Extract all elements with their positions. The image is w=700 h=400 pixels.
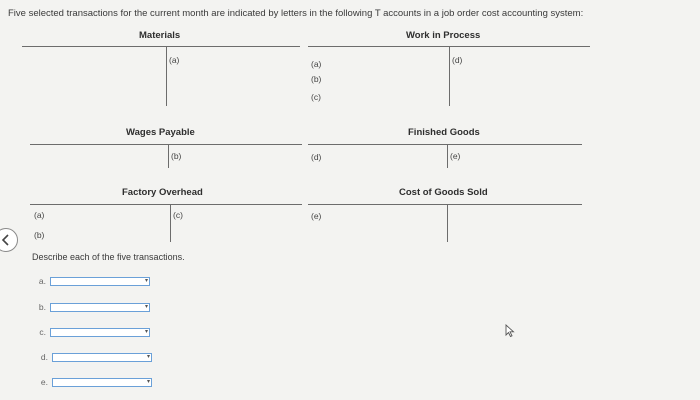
debit-entry: (d) [311, 152, 322, 162]
answer-row-d [36, 352, 152, 362]
t-account-top-line [308, 204, 582, 205]
credit-entry: (d) [452, 55, 463, 65]
t-account-divider [168, 144, 169, 168]
mouse-pointer-icon [504, 324, 516, 338]
answer-letter: c. [39, 327, 46, 337]
chevron-left-icon [0, 234, 12, 246]
t-account-divider [447, 144, 448, 168]
instructions-text: Five selected transactions for the current month are indicated by letters in the following T accounts in a job order cost accounting system: [8, 8, 584, 19]
answer-letter: b. [38, 302, 46, 312]
t-account-top-line [22, 46, 300, 47]
answer-letter: d. [40, 352, 48, 362]
chevron-down-icon: ▾ [144, 278, 148, 284]
account-title-cost-of-goods-sold: Cost of Goods Sold [399, 187, 488, 198]
t-account-top-line [308, 144, 582, 145]
t-account-top-line [30, 204, 302, 205]
t-account-divider [449, 46, 450, 106]
chevron-down-icon: ▾ [146, 379, 150, 385]
t-account-divider [170, 204, 171, 242]
answer-row-a [34, 276, 150, 286]
chevron-down-icon: ▾ [146, 354, 150, 360]
chevron-down-icon: ▾ [144, 329, 148, 335]
debit-entry: (e) [311, 211, 322, 221]
t-account-divider [447, 204, 448, 242]
debit-entry: (c) [311, 92, 321, 102]
answer-dropdown-c[interactable] [50, 328, 150, 337]
back-button[interactable] [0, 228, 18, 252]
credit-entry: (b) [171, 151, 182, 161]
answer-dropdown-b[interactable] [50, 303, 150, 312]
account-title-materials: Materials [139, 30, 181, 41]
debit-entry: (b) [34, 230, 45, 240]
chevron-down-icon: ▾ [144, 304, 148, 310]
answer-row-b [34, 302, 150, 312]
answer-letter: e. [40, 377, 48, 387]
debit-entry: (a) [34, 210, 45, 220]
account-title-work-in-process: Work in Process [406, 30, 481, 41]
answer-letter: a. [38, 276, 46, 286]
account-title-wages-payable: Wages Payable [126, 127, 195, 138]
credit-entry: (a) [169, 55, 180, 65]
answer-row-c [34, 327, 150, 337]
debit-entry: (a) [311, 59, 322, 69]
account-title-factory-overhead: Factory Overhead [122, 187, 203, 198]
credit-entry: (e) [450, 151, 461, 161]
credit-entry: (c) [173, 210, 183, 220]
describe-prompt: Describe each of the five transactions. [32, 252, 185, 262]
debit-entry: (b) [311, 74, 322, 84]
t-account-top-line [30, 144, 302, 145]
answer-dropdown-e[interactable] [52, 378, 152, 387]
account-title-finished-goods: Finished Goods [408, 127, 480, 138]
answer-row-e [36, 377, 152, 387]
t-account-divider [166, 46, 167, 106]
answer-dropdown-d[interactable] [52, 353, 152, 362]
answer-dropdown-a[interactable] [50, 277, 150, 286]
